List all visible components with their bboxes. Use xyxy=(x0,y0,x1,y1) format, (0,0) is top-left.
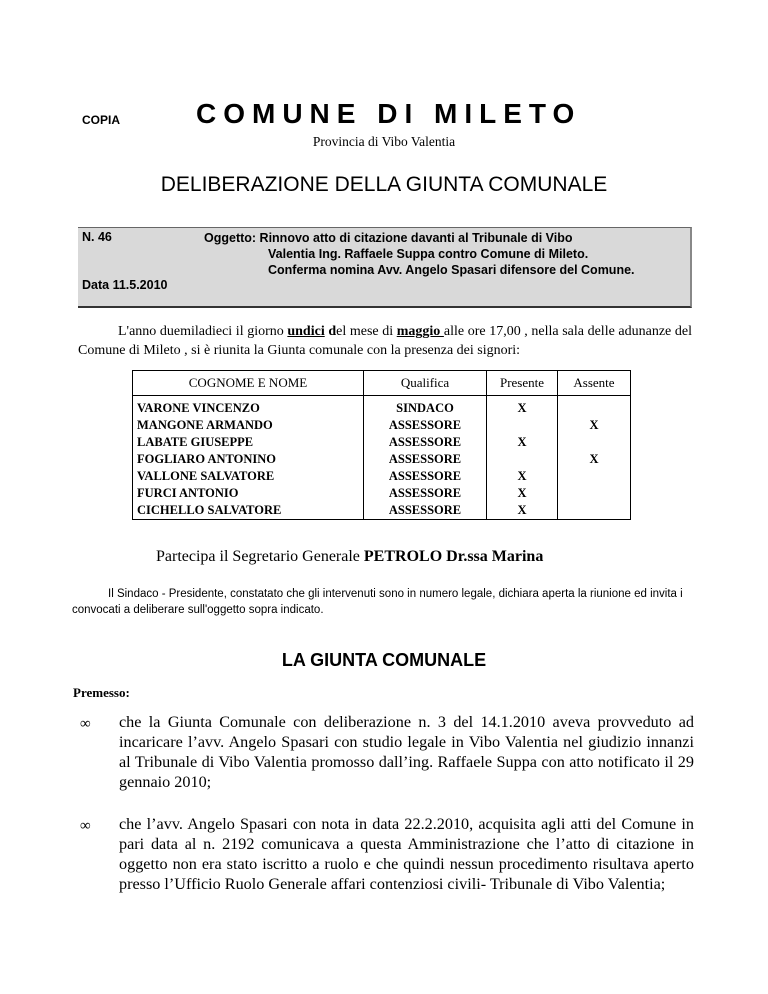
member-absent xyxy=(558,485,631,502)
header-present: Presente xyxy=(487,371,558,396)
member-present xyxy=(487,451,558,468)
mayor-statement: Il Sindaco - Presidente, constatato che gli intervenuti sono in numero legale, dichiara aperta la riunione ed invita i convocati a deliberare sull'oggetto sopra indicato. xyxy=(72,588,683,616)
member-role: ASSESSORE xyxy=(364,485,487,502)
premise-paragraph-2: che l’avv. Angelo Spasari con nota in data 22.2.2010, acquisita agli atti del Comune in pari data al n. 2192 comunicava a questa Amministrazione che l’atto di citazione in oggetto non era stato iscritto a ruolo e che quindi nessun procedimento risultava aperto presso l’Ufficio Ruolo Generale affari contenziosi civili- Tribunale di Vibo Valentia; xyxy=(119,815,694,893)
premise-paragraph-1: che la Giunta Comunale con deliberazione n. 3 del 14.1.2010 aveva provveduto ad incaricare l’avv. Angelo Spasari con studio legale in Vibo Valentia nel giudizio innanzi al Tribunale di Vibo Valentia promosso dall’ing. Raffaele Suppa con atto notificato il 29 gennaio 2010; xyxy=(119,713,694,791)
section-heading: LA GIUNTA COMUNALE xyxy=(281,650,487,670)
member-role: ASSESSORE xyxy=(364,451,487,468)
intro-text-3: alle ore 17,00 , nella sala delle adunanze del Comune di Mileto , si è riunita la Giunta comunale con la presenza dei signori: xyxy=(78,324,692,358)
document-title: DELIBERAZIONE DELLA GIUNTA COMUNALE xyxy=(160,173,608,196)
infinity-bullet-icon: ∞ xyxy=(80,716,91,732)
intro-text-2: el mese di xyxy=(336,324,397,339)
deliberation-date: Data 11.5.2010 xyxy=(82,278,168,292)
member-absent xyxy=(558,468,631,485)
table-row xyxy=(133,485,631,502)
member-present: X xyxy=(487,485,558,502)
member-name: LABATE GIUSEPPE xyxy=(133,434,364,451)
member-present: X xyxy=(487,396,558,418)
table-row xyxy=(133,502,631,520)
premesso-label: Premesso: xyxy=(73,685,130,700)
intro-d: d xyxy=(328,324,337,339)
member-name: VARONE VINCENZO xyxy=(133,396,364,418)
subject-line-1: Oggetto: Rinnovo atto di citazione davanti al Tribunale di Vibo xyxy=(204,231,573,245)
attendance-header-row xyxy=(133,371,631,396)
province-text: Provincia di Vibo Valentia xyxy=(312,134,456,149)
member-name: CICHELLO SALVATORE xyxy=(133,502,364,520)
member-name: FURCI ANTONIO xyxy=(133,485,364,502)
deliberation-number: N. 46 xyxy=(82,230,112,244)
province-subtitle xyxy=(0,134,768,150)
member-name: FOGLIARO ANTONINO xyxy=(133,451,364,468)
member-role: ASSESSORE xyxy=(364,502,487,520)
member-role: SINDACO xyxy=(364,396,487,418)
member-present xyxy=(487,417,558,434)
header-role: Qualifica xyxy=(364,371,487,396)
secretary-line xyxy=(156,548,543,566)
secretary-prefix: Partecipa il Segretario Generale xyxy=(156,548,364,565)
header-name: COGNOME E NOME xyxy=(133,371,364,396)
member-role: ASSESSORE xyxy=(364,468,487,485)
member-name: VALLONE SALVATORE xyxy=(133,468,364,485)
copia-label: COPIA xyxy=(82,113,121,127)
table-row xyxy=(133,468,631,485)
member-absent xyxy=(558,502,631,520)
subject-line-3: Conferma nomina Avv. Angelo Spasari difensore del Comune. xyxy=(268,263,635,277)
subject-line-2: Valentia Ing. Raffaele Suppa contro Comune di Mileto. xyxy=(268,247,589,261)
subject-text xyxy=(204,230,635,278)
intro-day: undici xyxy=(287,324,325,339)
secretary-name: PETROLO Dr.ssa Marina xyxy=(363,548,544,565)
member-absent xyxy=(558,396,631,418)
table-row xyxy=(133,451,631,468)
member-role: ASSESSORE xyxy=(364,417,487,434)
member-name: MANGONE ARMANDO xyxy=(133,417,364,434)
member-absent xyxy=(558,434,631,451)
intro-text-1: L'anno duemiladieci il giorno xyxy=(118,324,288,339)
header-absent: Assente xyxy=(558,371,631,396)
member-absent: X xyxy=(558,417,631,434)
member-present: X xyxy=(487,502,558,520)
member-present: X xyxy=(487,434,558,451)
member-present: X xyxy=(487,468,558,485)
attendance-table xyxy=(132,370,631,520)
table-row xyxy=(133,417,631,434)
table-row xyxy=(133,396,631,418)
member-absent: X xyxy=(558,451,631,468)
infinity-bullet-icon: ∞ xyxy=(80,818,91,834)
municipality-title: COMUNE DI MILETO xyxy=(196,98,582,129)
table-row xyxy=(133,434,631,451)
intro-paragraph xyxy=(78,322,692,360)
intro-month: maggio xyxy=(396,324,444,339)
member-role: ASSESSORE xyxy=(364,434,487,451)
